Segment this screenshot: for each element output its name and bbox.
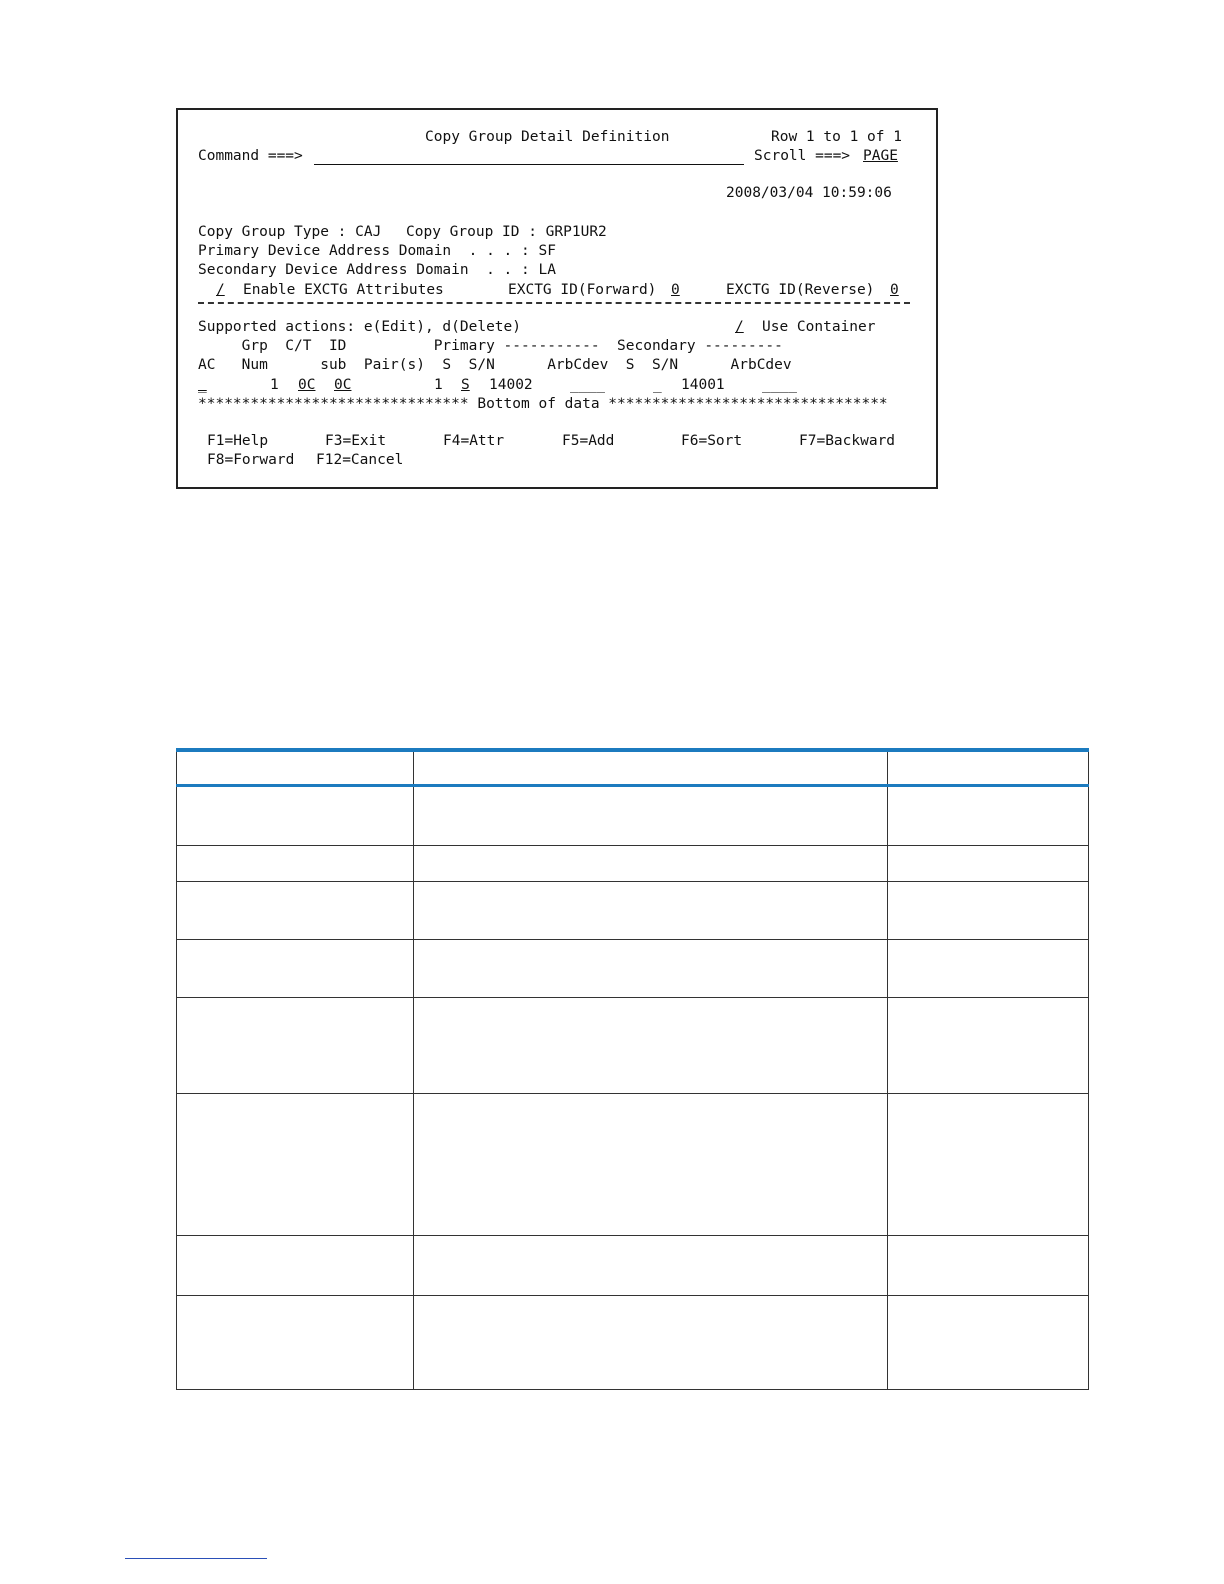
table-cell: [414, 882, 888, 940]
table-cell: [177, 1094, 414, 1236]
table-row: [177, 1094, 1089, 1236]
column-header-row1: Grp C/T ID Primary ----------- Secondary ---------: [198, 338, 783, 354]
table-cell: [414, 1296, 888, 1390]
table-cell: [888, 940, 1089, 998]
column-header-row2: AC Num sub Pair(s) S S/N ArbCdev S S/N ArbCdev: [198, 357, 792, 373]
table-cell: [177, 846, 414, 882]
row-action-input[interactable]: _: [198, 377, 207, 393]
use-container-label: Use Container: [762, 319, 876, 335]
exctg-enable-label: Enable EXCTG Attributes: [243, 282, 444, 298]
exctg-enable-checkbox[interactable]: /: [216, 282, 225, 298]
field-description-table: [176, 748, 1089, 1390]
exctg-reverse-label: EXCTG ID(Reverse): [726, 282, 875, 298]
table-header-cell: [414, 750, 888, 786]
ct-input[interactable]: 0C: [298, 377, 316, 393]
exctg-forward-label: EXCTG ID(Forward): [508, 282, 657, 298]
table-cell: [888, 998, 1089, 1094]
table-header-row: [177, 750, 1089, 786]
secondary-s-input[interactable]: _: [653, 377, 662, 393]
table-cell: [414, 846, 888, 882]
fkey-cancel[interactable]: F12=Cancel: [316, 452, 404, 468]
table-cell: [414, 1236, 888, 1296]
table-row: [177, 940, 1089, 998]
table-cell: [888, 1236, 1089, 1296]
fkey-backward[interactable]: F7=Backward: [799, 433, 896, 449]
table-row: [177, 1236, 1089, 1296]
table-cell: [414, 998, 888, 1094]
fkey-attr[interactable]: F4=Attr: [443, 433, 505, 449]
table-row: [177, 1296, 1089, 1390]
table-cell: [888, 846, 1089, 882]
footer-link-underline: [125, 1558, 267, 1559]
table-row: [177, 846, 1089, 882]
primary-sn-cell: 14002: [489, 377, 533, 393]
table-cell: [888, 786, 1089, 846]
fkey-exit[interactable]: F3=Exit: [325, 433, 387, 449]
datetime: 2008/03/04 10:59:06: [726, 185, 892, 201]
primary-domain: Primary Device Address Domain . . . : SF: [198, 243, 556, 259]
supported-actions: Supported actions: e(Edit), d(Delete): [198, 319, 522, 335]
secondary-sn-cell: 14001: [681, 377, 725, 393]
table-cell: [177, 1236, 414, 1296]
fkey-sort[interactable]: F6=Sort: [681, 433, 743, 449]
exctg-forward-input[interactable]: 0: [671, 282, 680, 298]
grp-num-cell: 1: [270, 377, 279, 393]
table-cell: [414, 940, 888, 998]
table-row: [177, 998, 1089, 1094]
exctg-reverse-input[interactable]: 0: [890, 282, 899, 298]
screen-title: Copy Group Detail Definition: [425, 129, 670, 145]
fkey-add[interactable]: F5=Add: [562, 433, 615, 449]
table-cell: [177, 998, 414, 1094]
table-header-cell: [177, 750, 414, 786]
table-cell: [177, 786, 414, 846]
table-cell: [177, 882, 414, 940]
bottom-of-data: ******************************* Bottom of data ********************************: [198, 396, 888, 412]
fkey-forward[interactable]: F8=Forward: [207, 452, 295, 468]
fkey-help[interactable]: F1=Help: [207, 433, 269, 449]
secondary-arbcdev-input[interactable]: ____: [762, 377, 797, 393]
row-counter: Row 1 to 1 of 1: [771, 129, 902, 145]
secondary-domain: Secondary Device Address Domain . . : LA: [198, 262, 556, 278]
separator-line: [198, 302, 910, 304]
pairs-cell: 1: [434, 377, 443, 393]
table-cell: [177, 940, 414, 998]
table-cell: [177, 1296, 414, 1390]
command-label: Command ===>: [198, 148, 303, 164]
copy-group-type: Copy Group Type : CAJ: [198, 224, 382, 240]
copy-group-id: Copy Group ID : GRP1UR2: [406, 224, 607, 240]
use-container-checkbox[interactable]: /: [735, 319, 744, 335]
command-input-underline: [314, 164, 744, 165]
table-cell: [888, 1094, 1089, 1236]
table-cell: [888, 882, 1089, 940]
primary-s-input[interactable]: S: [461, 377, 470, 393]
scroll-label: Scroll ===>: [754, 148, 851, 164]
table-cell: [414, 786, 888, 846]
primary-arbcdev-input[interactable]: ____: [570, 377, 605, 393]
table-cell: [414, 1094, 888, 1236]
id-sub-input[interactable]: 0C: [334, 377, 352, 393]
table-header-cell: [888, 750, 1089, 786]
scroll-input[interactable]: PAGE: [863, 148, 898, 164]
table-row: [177, 882, 1089, 940]
table-cell: [888, 1296, 1089, 1390]
table-row: [177, 786, 1089, 846]
